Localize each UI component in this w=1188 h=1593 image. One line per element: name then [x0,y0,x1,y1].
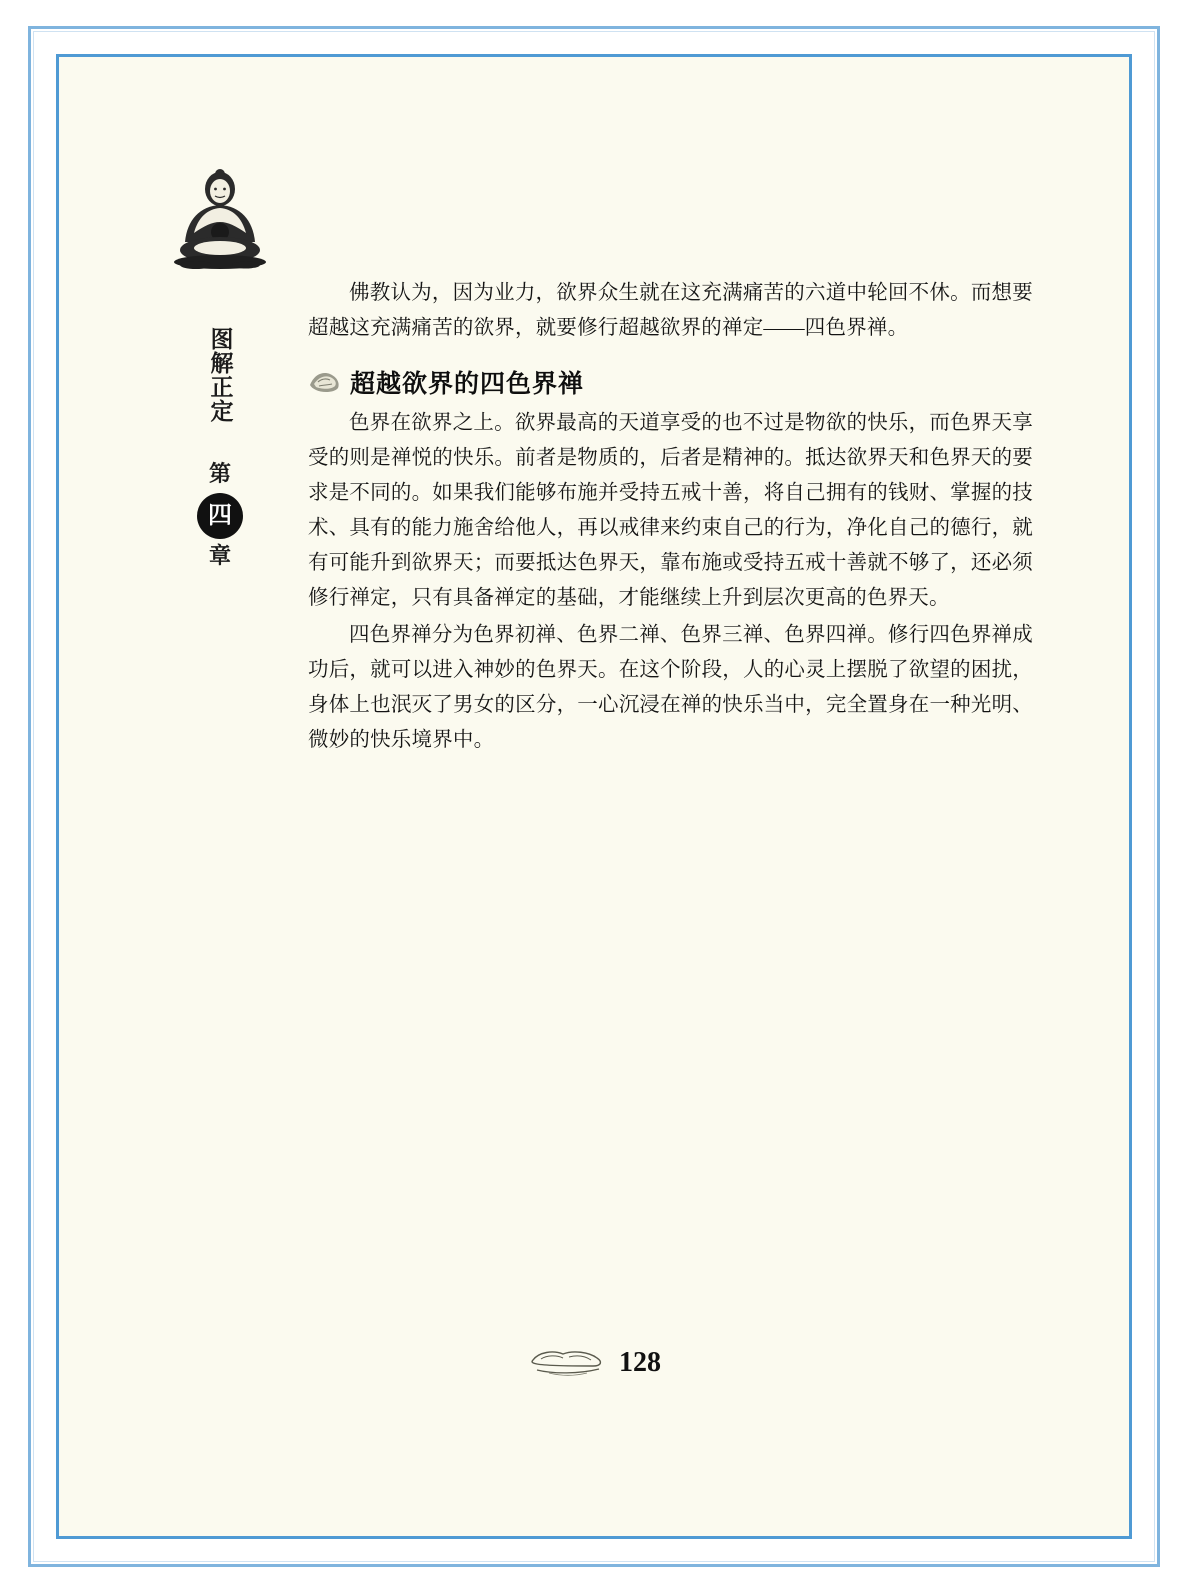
page-surface [60,58,1128,1535]
paragraph-2: 色界在欲界之上。欲界最高的天道享受的也不过是物欲的快乐，而色界天享受的则是禅悦的快乐。前者是物质的，后者是精神的。抵达欲界天和色界天的要求是不同的。如果我们能够布施并受持五戒十善，将自己拥有的钱财、掌握的技术、具有的能力施舍给他人，再以戒律来约束自己的行为，净化自己的德行，就有可能升到欲界天；而要抵达色界天，靠布施或受持五戒十善就不够了，还必须修行禅定，只有具备禅定的基础，才能继续上升到层次更高的色界天。 [308,412,1033,609]
chapter-label: 第 [208,461,231,486]
chapter-marker [160,461,280,569]
sidebar-book-title: 图解正定 [207,327,233,423]
chapter-number: 四 [197,493,243,539]
chapter-suffix: 章 [208,543,231,568]
main-text-column [308,276,1033,760]
section-heading-text: 超越欲界的四色界禅 [350,371,585,398]
page-footer [60,1346,1128,1385]
section-heading [308,364,1033,400]
seated-buddha-illustration [160,158,280,278]
sidebar [160,158,280,569]
ink-brush-ornament-icon [308,369,342,395]
paragraph-1: 佛教认为，因为业力，欲界众生就在这充满痛苦的六道中轮回不休。而想要超越这充满痛苦的欲界，就要修行超越欲界的禅定——四色界禅。 [308,282,1033,339]
page-number: 128 [619,1347,661,1378]
cloud-scroll-ornament-icon [527,1346,613,1380]
paragraph-3: 四色界禅分为色界初禅、色界二禅、色界三禅、色界四禅。修行四色界禅成功后，就可以进入神妙的色界天。在这个阶段，人的心灵上摆脱了欲望的困扰，身体上也泯灭了男女的区分，一心沉浸在禅的快乐当中，完全置身在一种光明、微妙的快乐境界中。 [308,624,1033,751]
